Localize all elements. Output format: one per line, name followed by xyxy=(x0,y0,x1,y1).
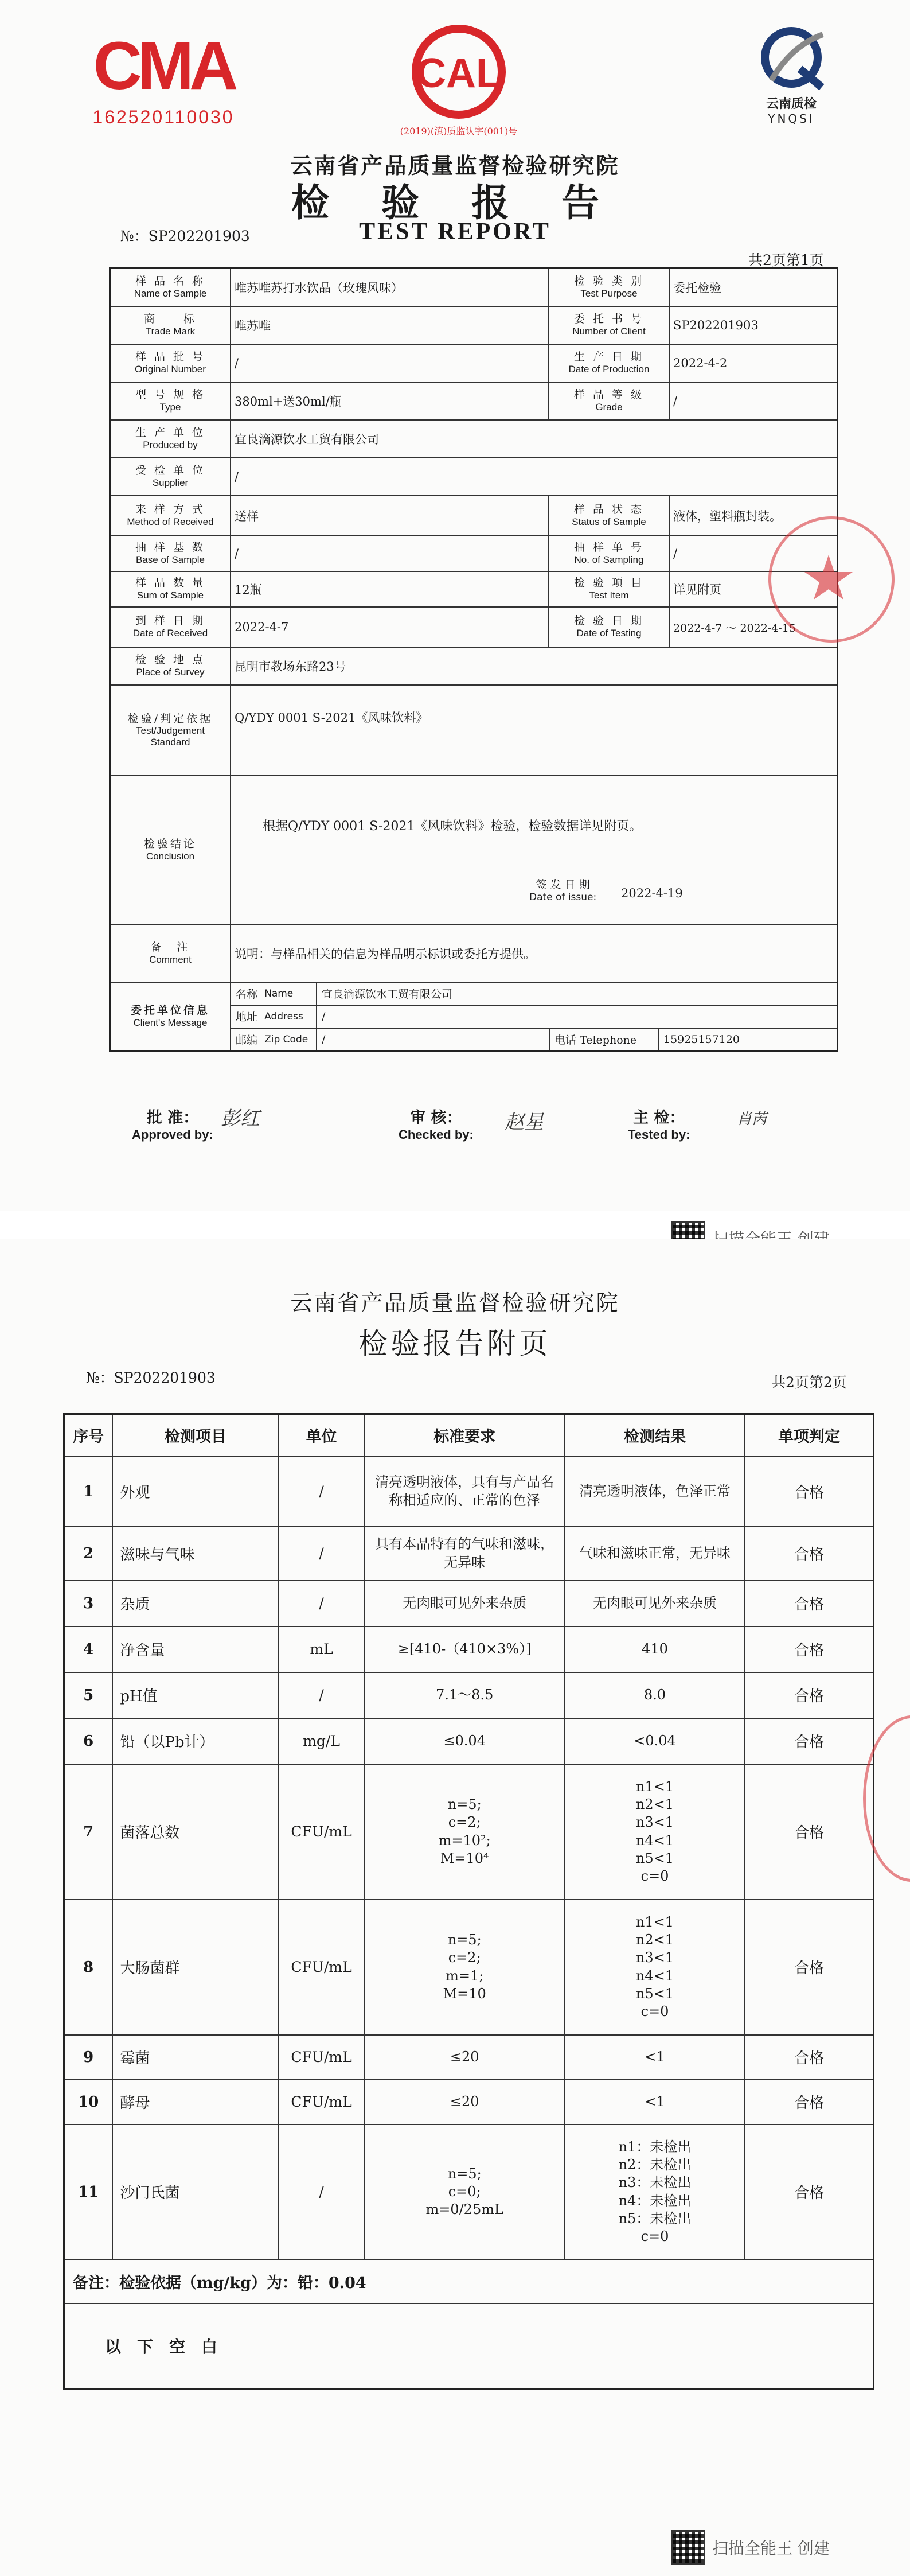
client-tel-value: 15925157120 xyxy=(663,1033,740,1046)
value-supplier: / xyxy=(235,470,239,484)
issue-date-label: 签 发 日 期 Date of issue: xyxy=(529,878,597,903)
value-base-sample: / xyxy=(231,536,549,571)
ynqsi-name: 云南质检 xyxy=(766,97,817,111)
form-row xyxy=(111,307,837,345)
cell-line: n3<1 xyxy=(635,1949,674,1966)
client-tel-label: 电话 Telephone xyxy=(550,1029,659,1050)
form-row xyxy=(111,536,837,572)
table-header-row xyxy=(64,1414,874,1457)
issue-date-value: 2022-4-19 xyxy=(621,886,683,900)
label-method-received: 来 样 方 式 Method of Received xyxy=(111,496,231,535)
cell-line: n=5; xyxy=(447,1796,482,1813)
cell-line: n5<1 xyxy=(635,1850,674,1866)
label-no-sampling: 抽 样 单 号 No. of Sampling xyxy=(549,536,670,571)
form-row xyxy=(111,269,837,307)
value-produced-by: 宜良滴源饮水工贸有限公司 xyxy=(235,433,379,446)
header-result: 检测结果 xyxy=(565,1414,745,1457)
header-standard: 标准要求 xyxy=(365,1414,565,1457)
label-standard: 检验/判定依据 Test/Judgement Standard xyxy=(111,686,231,775)
header-unit: 单位 xyxy=(279,1414,365,1457)
report-page-1 xyxy=(0,0,910,1211)
page-info: 共2页第1页 xyxy=(748,252,824,269)
cell-line: c=2; xyxy=(448,1949,481,1966)
checked-by: 审 核： Checked by: xyxy=(399,1109,474,1142)
cell-line: n4<1 xyxy=(635,1967,674,1984)
report-number-label: №： xyxy=(120,228,149,244)
value-sum-sample: 12瓶 xyxy=(231,572,549,606)
label-sum-sample: 样 品 数 量 Sum of Sample xyxy=(111,572,231,606)
label-conclusion: 检验结论 Conclusion xyxy=(111,776,231,924)
label-date-received: 到 样 日 期 Date of Received xyxy=(111,608,231,647)
client-name-value: 宜良滴源饮水工贸有限公司 xyxy=(322,988,453,1001)
value-production-date: 2022-4-2 xyxy=(673,356,728,370)
label-type: 型 号 规 格 Type xyxy=(111,383,231,419)
cell-line: n2<1 xyxy=(635,1796,674,1813)
value-grade: / xyxy=(673,394,678,408)
label-trade-mark: 商 标 Trade Mark xyxy=(111,307,231,344)
cal-mark-text: CAL xyxy=(416,50,501,96)
label-date-testing: 检 验 日 期 Date of Testing xyxy=(549,608,670,647)
label-original-number: 样 品 批 号 Original Number xyxy=(111,345,231,382)
cma-mark-icon xyxy=(86,29,241,103)
star-icon xyxy=(771,519,886,634)
lines-res xyxy=(565,2124,745,2260)
institute-name: 云南省产品质量监督检验研究院 xyxy=(290,153,620,178)
label-client-number: 委 托 书 号 Number of Client xyxy=(549,307,670,344)
table-row: 3 杂质 / 无肉眼可见外来杂质 无肉眼可见外来杂质 合格 xyxy=(64,1581,874,1626)
cma-logo xyxy=(86,29,241,128)
value-date-received: 2022-4-7 xyxy=(231,608,549,647)
form-row xyxy=(111,458,837,496)
table-row: 11 沙门氏菌 / n=5; c=0; m=0/25mL n1：未检出 n2：未检出 n3：未检出 n4：未检出 n5：未检出 c=0 合格 xyxy=(64,2124,874,2260)
form-row xyxy=(111,496,837,536)
report-title-en: TEST REPORT xyxy=(359,219,551,245)
checked-signature: 赵星 xyxy=(505,1111,544,1134)
table-row: 10 酵母 CFU/mL ≤20 <1 合格 xyxy=(64,2080,874,2124)
cell-line: c=0; xyxy=(448,2183,481,2200)
cell-line: M=10⁴ xyxy=(440,1850,489,1866)
cell-line: n3：未检出 xyxy=(618,2174,692,2191)
client-name-row: 名称 Name 宜良滴源饮水工贸有限公司 xyxy=(231,983,837,1006)
table-row: 2 滋味与气味 / 具有本品特有的气味和滋味，无异味 气味和滋味正常，无异味 合格 xyxy=(64,1527,874,1581)
approved-by: 批 准： Approved by: xyxy=(132,1109,213,1142)
cell-line: m=10²; xyxy=(438,1832,491,1849)
form-row xyxy=(111,572,837,608)
label-status-sample: 样 品 状 态 Status of Sample xyxy=(549,496,670,535)
appendix-title: 检验报告附页 xyxy=(358,1327,552,1360)
report-number xyxy=(120,225,250,246)
value-trade-mark: 唯苏唯 xyxy=(231,307,549,344)
label-sample-name: 样 品 名 称 Name of Sample xyxy=(111,269,231,306)
cell-line: n=5; xyxy=(447,2165,482,2182)
label-client: 委托单位信息 Client's Message xyxy=(111,983,231,1050)
cell-line: n4：未检出 xyxy=(618,2192,692,2209)
value-method-received: 送样 xyxy=(231,496,549,535)
cell-line: n2：未检出 xyxy=(618,2157,692,2173)
form-row xyxy=(111,383,837,421)
table-row: 6 铅（以Pb计） mg/L ≤0.04 <0.04 合格 xyxy=(64,1718,874,1764)
value-test-purpose: 委托检验 xyxy=(673,281,721,295)
cell-line: c=2; xyxy=(448,1814,481,1831)
client-zip-value: / xyxy=(317,1029,550,1050)
value-date-testing: 2022-4-7 ～ 2022-4-15 xyxy=(673,621,796,635)
client-zip-row: 邮编 Zip Code / 电话 Telephone 15925157120 xyxy=(231,1029,837,1050)
value-original-number: / xyxy=(231,345,549,382)
cell-line: n3<1 xyxy=(635,1814,674,1831)
label-comment: 备 注 Comment xyxy=(111,925,231,982)
table-row: 8 大肠菌群 CFU/mL n=5; c=2; m=1; M=10 n1<1 n2<1 n3<1 n4<1 n5<1 c=0 合格 xyxy=(64,1900,874,2035)
cell-line: n1：未检出 xyxy=(618,2138,692,2155)
report-number-2: №：SP202201903 xyxy=(86,1369,216,1386)
header-no: 序号 xyxy=(64,1414,113,1457)
report-number-value: SP202201903 xyxy=(148,228,250,244)
cell-line: n1<1 xyxy=(635,1778,674,1795)
lines-std xyxy=(365,2124,565,2260)
cell-line: m=1; xyxy=(446,1967,484,1984)
table-row: 7 菌落总数 CFU/mL n=5; c=2; m=10²; M=10⁴ n1<1 n2<1 n3<1 n4<1 n5<1 c=0 合格 xyxy=(64,1764,874,1900)
header-item: 检测项目 xyxy=(112,1414,278,1457)
cell-line: n2<1 xyxy=(635,1932,674,1948)
value-test-item: 详见附页 xyxy=(673,583,721,597)
cma-mark-text: CMA xyxy=(93,29,234,103)
form-row xyxy=(111,686,837,776)
cell-line: c=0 xyxy=(640,1867,669,1884)
form-row xyxy=(111,983,837,1050)
cell-line: c=0 xyxy=(640,2228,669,2244)
cell-line: n4<1 xyxy=(635,1832,674,1849)
value-place-survey: 昆明市教场东路23号 xyxy=(235,660,346,674)
report-form xyxy=(109,267,838,1052)
blank-below: 以 下 空 白 xyxy=(64,2303,874,2390)
value-conclusion: 根据Q/YDY 0001 S-2021《风味饮料》检验，检验数据详见附页。 xyxy=(263,819,642,834)
cell-line: n=5; xyxy=(447,1932,482,1948)
label-supplier: 受 检 单 位 Supplier xyxy=(111,458,231,495)
value-status-sample: 液体，塑料瓶封装。 xyxy=(673,509,782,523)
conclusion-cell xyxy=(231,776,837,924)
table-blank-row xyxy=(64,2303,874,2390)
label-produced-by: 生 产 单 位 Produced by xyxy=(111,421,231,457)
label-place-survey: 检 验 地 点 Place of Survey xyxy=(111,648,231,684)
approved-signature: 彭红 xyxy=(221,1107,260,1130)
value-client-number: SP202201903 xyxy=(673,318,759,332)
table-note-row xyxy=(64,2260,874,2303)
form-row xyxy=(111,608,837,648)
label-test-item: 检 验 项 目 Test Item xyxy=(549,572,670,606)
label-grade: 样 品 等 级 Grade xyxy=(549,383,670,419)
ynqsi-logo xyxy=(745,23,837,126)
form-row xyxy=(111,648,837,686)
cell-line: c=0 xyxy=(640,2003,669,2019)
header-judgement: 单项判定 xyxy=(745,1414,873,1457)
client-address-row: 地址 Address / xyxy=(231,1006,837,1029)
ynqsi-abbr: YNQSI xyxy=(768,112,815,126)
ynqsi-mark-icon xyxy=(754,23,829,92)
cell-line: M=10 xyxy=(443,1985,486,2002)
value-no-sampling: / xyxy=(673,547,678,561)
cal-mark-icon xyxy=(410,23,507,120)
lines-res xyxy=(565,1764,745,1900)
tested-signature: 肖芮 xyxy=(737,1111,767,1128)
lines-res xyxy=(565,1900,745,2035)
lines-std xyxy=(365,1764,565,1900)
qr-icon xyxy=(671,2530,705,2565)
value-standard: Q/YDY 0001 S-2021《风味饮料》 xyxy=(235,711,428,725)
cal-number: (2019)(滇)质监认字(001)号 xyxy=(400,126,518,137)
label-test-purpose: 检 验 类 别 Test Purpose xyxy=(549,269,670,306)
lines-std xyxy=(365,1900,565,2035)
cal-logo xyxy=(367,23,550,137)
value-sample-name: 唯苏唯苏打水饮品（玫瑰风味） xyxy=(231,269,549,306)
tested-by: 主 检： Tested by: xyxy=(628,1109,690,1142)
form-row xyxy=(111,421,837,458)
form-row xyxy=(111,776,837,925)
form-row xyxy=(111,345,837,383)
institute-name-2: 云南省产品质量监督检验研究院 xyxy=(290,1290,620,1316)
client-address-value: / xyxy=(322,1010,326,1023)
official-seal xyxy=(768,516,895,643)
table-note: 备注：检验依据（mg/kg）为：铅：0.04 xyxy=(64,2260,874,2303)
client-info xyxy=(231,983,837,1050)
table-row: 9 霉菌 CFU/mL ≤20 <1 合格 xyxy=(64,2035,874,2080)
cell-line: n1<1 xyxy=(635,1913,674,1930)
table-row: 1 外观 / 清亮透明液体，具有与产品名称相适应的、正常的色泽 清亮透明液体，色泽正常 合格 xyxy=(64,1457,874,1527)
form-row xyxy=(111,925,837,983)
results-table xyxy=(63,1413,874,2390)
cma-number: 162520110030 xyxy=(92,107,235,127)
value-comment: 说明：与样品相关的信息为样品明示标识或委托方提供。 xyxy=(235,947,536,961)
page-info-2: 共2页第2页 xyxy=(771,1374,847,1391)
cell-line: m=0/25mL xyxy=(425,2201,503,2218)
table-row: 4 净含量 mL ≥[410-（410×3%）] 410 合格 xyxy=(64,1626,874,1672)
report-title: 检 验 报 告 xyxy=(291,180,619,225)
label-production-date: 生 产 日 期 Date of Production xyxy=(549,345,670,382)
cell-line: n5：未检出 xyxy=(618,2210,692,2227)
table-row: 5 pH值 / 7.1～8.5 8.0 合格 xyxy=(64,1672,874,1718)
scanner-watermark-2: 扫描全能王 创建 xyxy=(671,2530,830,2565)
cell-line: n5<1 xyxy=(635,1985,674,2002)
value-type: 380ml+送30ml/瓶 xyxy=(231,383,549,419)
label-base-sample: 抽 样 基 数 Base of Sample xyxy=(111,536,231,571)
